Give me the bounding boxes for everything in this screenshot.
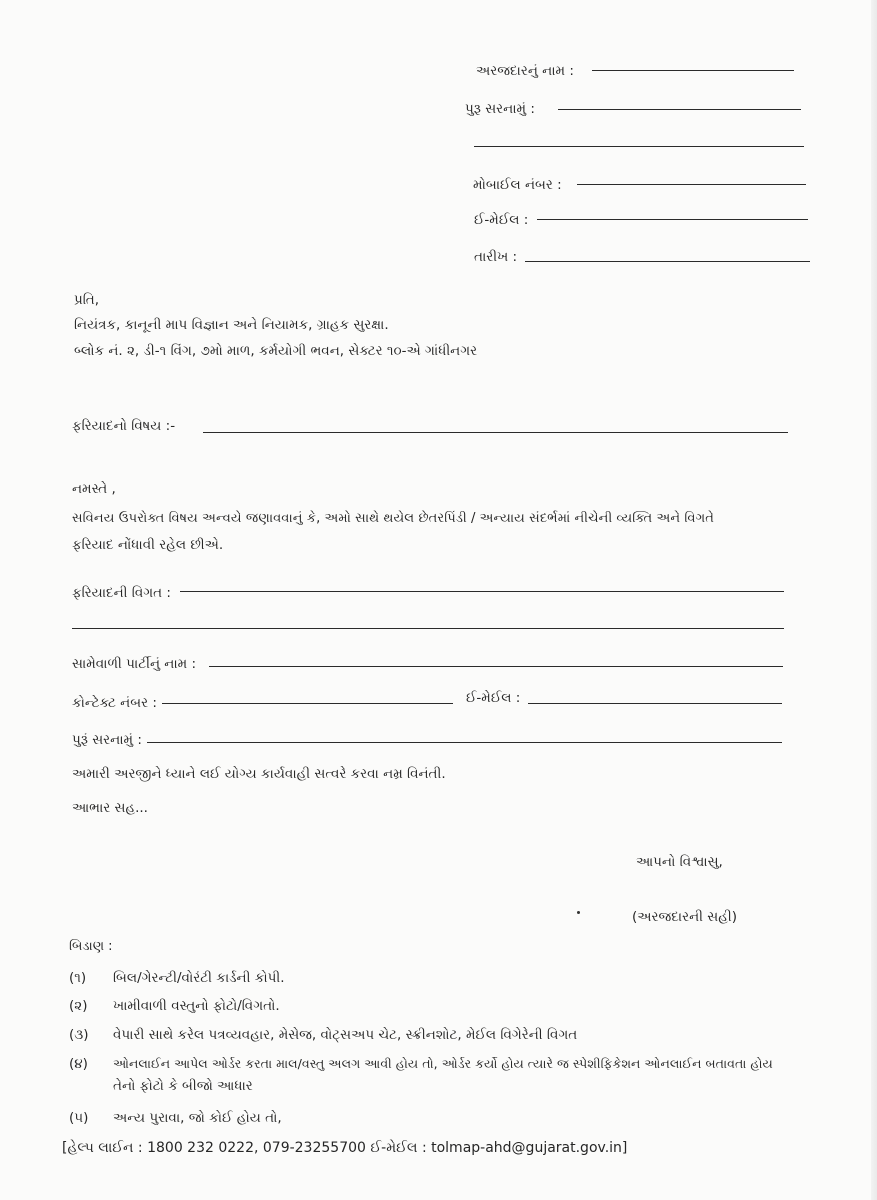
addressee-office: નિયંત્રક, કાનૂની માપ વિજ્ઞાન અને નિયામક, ગ્રાહક સુરક્ષા. [74, 317, 389, 333]
subject-field[interactable] [203, 432, 788, 433]
applicant-email-field[interactable] [537, 219, 808, 220]
applicant-mobile-field[interactable] [577, 184, 806, 185]
opposite-party-label: સામેવાળી પાર્ટીનું નામ : [72, 656, 197, 672]
attachment-number-2: (૨) [69, 998, 88, 1014]
page-edge-shadow [871, 0, 877, 1200]
applicant-name-field[interactable] [592, 70, 794, 71]
opposite-address-label: પુરૂં સરનામું : [72, 732, 142, 748]
date-label: તારીખ : [474, 249, 518, 265]
attachment-text-4-cont: તેનો ફોટો કે બીજો આધાર [113, 1078, 253, 1094]
attachment-number-1: (૧) [69, 970, 87, 986]
opposite-email-field[interactable] [528, 703, 782, 704]
attachment-number-3: (૩) [69, 1027, 89, 1043]
helpline: [હેલ્પ લાઈન : 1800 232 0222, 079-23255700 ઈ-મેઈલ : tolmap-ahd@gujarat.gov.in] [62, 1140, 628, 1156]
opposite-party-field[interactable] [209, 666, 783, 667]
applicant-mobile-label: મોબાઈલ નંબર : [473, 177, 562, 193]
addressee-to: પ્રતિ, [74, 292, 100, 308]
applicant-address-field-2[interactable] [474, 146, 804, 147]
body-paragraph-line-2: ફરિયાદ નોંધાવી રહેલ છીએ. [72, 537, 224, 553]
applicant-address-field[interactable] [558, 109, 801, 110]
body-paragraph-line-1: સવિનય ઉપરોક્ત વિષય અન્વયે જણાવવાનું કે, અમો સાથે થયેલ છેતરપિંડી / અન્યાય સંદર્ભમાં નીચેની વ્યક્તિ અને વિગતે [72, 511, 714, 526]
attachments-heading: બિડાણ : [69, 939, 113, 954]
thanks-text: આભાર સહ... [72, 800, 148, 816]
date-field[interactable] [525, 261, 810, 262]
applicant-address-label: પુરૂ સરનામું : [465, 101, 535, 117]
attachment-text-5: અન્ય પુરાવા, જો કોઈ હોય તો, [113, 1110, 282, 1126]
signature-label: (અરજદારની સહી) [632, 909, 737, 925]
addressee-address: બ્લોક નં. ૨, ડી-૧ વિંગ, ૭મો માળ, કર્મયોગી ભવન, સેક્ટર ૧૦-એ ગાંધીનગર [74, 343, 478, 359]
attachment-text-3: વેપારી સાથે કરેલ પત્રવ્યવહાર, મેસેજ, વોટ્સઅપ ચેટ, સ્ક્રીનશોટ, મેઈલ વિગેરેની વિગત [113, 1027, 578, 1043]
complaint-details-field[interactable] [180, 591, 784, 592]
yours-faithfully: આપનો વિશ્વાસુ, [636, 854, 723, 870]
greeting: નમસ્તે , [72, 481, 116, 497]
subject-label: ફરિયાદનો વિષય :- [72, 418, 176, 434]
attachment-text-2: ખામીવાળી વસ્તુનો ફોટો/વિગતો. [113, 998, 280, 1014]
request-text: અમારી અરજીને ધ્યાને લઈ યોગ્ય કાર્યવાહી સત્વરે કરવા નમ્ર વિનંતી. [72, 766, 446, 782]
speck [577, 911, 580, 914]
applicant-name-label: અરજદારનું નામ : [476, 63, 574, 79]
contact-number-label: કોન્ટેક્ટ નંબર : [72, 695, 157, 711]
attachment-number-5: (૫) [69, 1110, 89, 1126]
contact-number-field[interactable] [162, 703, 453, 704]
attachment-text-4: ઓનલાઈન આપેલ ઓર્ડર કરતા માલ/વસ્તુ અલગ આવી હોય તો, ઓર્ડર કર્યો હોય ત્યારે જ સ્પેશીફિકેશન ઓનલાઈન બતાવતા હોય [113, 1056, 773, 1071]
complaint-details-label: ફરિયાદની વિગત : [72, 585, 171, 601]
complaint-details-field-2[interactable] [72, 628, 784, 629]
opposite-address-field[interactable] [147, 742, 782, 743]
applicant-email-label: ઈ-મેઈલ : [474, 212, 529, 228]
attachment-number-4: (૪) [69, 1056, 88, 1072]
attachment-text-1: બિલ/ગેરન્ટી/વોરંટી કાર્ડની કોપી. [113, 970, 285, 986]
opposite-email-label: ઈ-મેઈલ : [466, 690, 521, 706]
